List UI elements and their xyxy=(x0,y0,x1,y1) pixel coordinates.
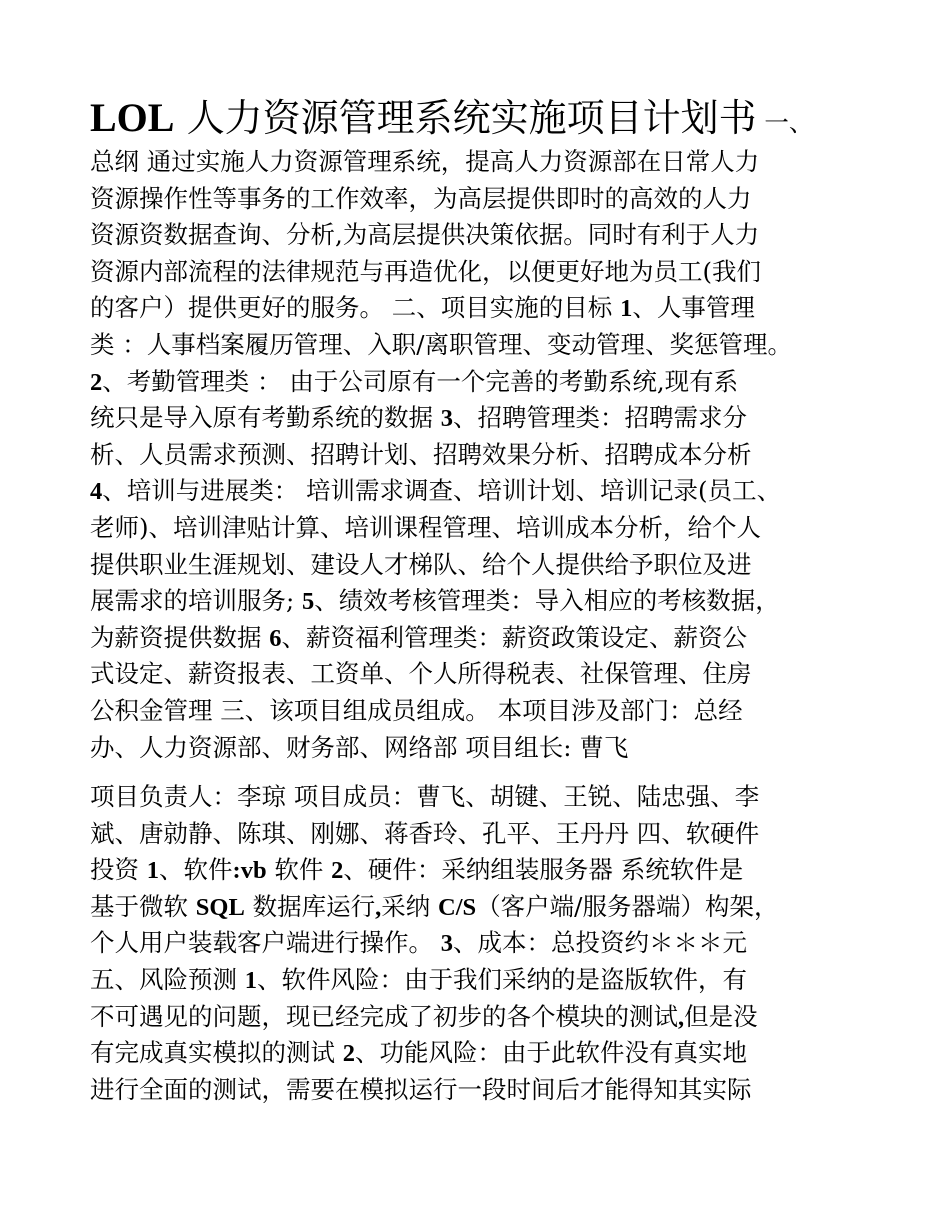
document-title xyxy=(90,96,757,140)
text-line xyxy=(90,437,880,474)
text-run-bold: 1 xyxy=(244,967,258,995)
text-run: 、人事管理 xyxy=(632,293,755,323)
text-run: 、功能风险：由于此软件没有真实地 xyxy=(355,1038,748,1068)
document-page xyxy=(90,92,880,1108)
text-line xyxy=(90,779,880,816)
text-run: 斌、唐勍静、陈琪、刚娜、蒋香玲、孔平、王丹丹 四、软硬件 xyxy=(90,818,760,848)
text-run: 、硬件：采纳组装服务器 系统软件是 xyxy=(343,855,744,885)
text-line xyxy=(90,217,880,254)
text-line xyxy=(90,999,880,1036)
text-run-bold: , xyxy=(678,1003,685,1031)
text-line xyxy=(90,1072,880,1109)
text-run: 但是没 xyxy=(684,1001,758,1031)
text-run: 公积金管理 三、该项目组成员组成。 本项目涉及部门：总经 xyxy=(90,695,743,725)
text-run: 软件 xyxy=(266,855,332,885)
text-line xyxy=(90,816,880,853)
text-run: 投资 xyxy=(90,855,147,885)
text-run: 老师)、培训津贴计算、培训课程管理、培训成本分析，给个人 xyxy=(90,512,762,542)
text-line xyxy=(90,1035,880,1072)
text-line xyxy=(90,144,880,181)
text-run: 资源资数据查询、分析,为高层提供决策依据。同时有利于人力 xyxy=(90,220,760,250)
text-run-bold: 2 xyxy=(342,1040,356,1068)
text-line xyxy=(90,852,880,889)
text-line xyxy=(90,693,880,730)
text-run: （客户端/服务器端）构架， xyxy=(476,891,779,921)
text-run: 提供职业生涯规划、建设人才梯队、给个人提供给予职位及进 xyxy=(90,549,752,579)
text-run-bold: SQL xyxy=(195,893,245,921)
text-run: 的客户）提供更好的服务。 二、项目实施的目标 xyxy=(90,293,621,323)
text-run: 、招聘管理类：招聘需求分 xyxy=(453,403,748,433)
text-line xyxy=(90,925,880,962)
paragraph-gap xyxy=(90,766,880,779)
title-latin: LOL xyxy=(90,95,175,140)
text-run-bold: 4 xyxy=(90,478,103,506)
text-line xyxy=(90,181,880,218)
text-run: 基于微软 xyxy=(90,891,196,921)
text-run: 有完成真实模拟的测试 xyxy=(90,1038,343,1068)
text-run-bold: C/S xyxy=(438,893,477,921)
paragraph-block-1 xyxy=(90,144,880,766)
text-run: 资源内部流程的法律规范与再造优化，以便更好地为员工(我们 xyxy=(90,256,762,286)
text-line xyxy=(90,400,880,437)
text-run-bold: :vb xyxy=(232,857,267,885)
text-run: 采纳 xyxy=(381,891,439,921)
text-line xyxy=(90,254,880,291)
text-run: 数据库运行 xyxy=(244,891,376,921)
text-run: 为薪资提供数据 xyxy=(90,622,270,652)
text-line xyxy=(90,583,880,620)
text-run: 项目负责人：李琼 项目成员：曹飞、胡键、王锐、陆忠强、李 xyxy=(90,782,760,812)
text-run-bold: 3 xyxy=(440,405,454,433)
text-run: 进行全面的测试，需要在模拟运行一段时间后才能得知其实际 xyxy=(90,1074,752,1104)
text-run-bold: 6 xyxy=(269,624,282,652)
text-run: 析、人员需求预测、招聘计划、招聘效果分析、招聘成本分析 xyxy=(90,439,752,469)
text-run: 总纲 通过实施人力资源管理系统，提高人力资源部在日常人力 xyxy=(90,147,760,176)
text-run-bold: 1 xyxy=(146,857,160,885)
text-run: 展需求的培训服务; xyxy=(90,586,303,616)
text-line xyxy=(90,730,880,767)
text-run-bold: 1 xyxy=(620,295,633,323)
title-tail: 一、 xyxy=(756,108,814,137)
text-line xyxy=(90,510,880,547)
text-line xyxy=(90,547,880,584)
text-line xyxy=(90,656,880,693)
text-line xyxy=(90,473,880,510)
text-run: 、成本：总投资约＊＊＊元 xyxy=(453,928,748,958)
text-line xyxy=(90,889,880,926)
text-run: 、培训与进展类： 培训需求调查、培训计划、培训记录(员工、 xyxy=(102,476,782,506)
paragraph-block-2 xyxy=(90,779,880,1108)
text-run: 、考勤管理类 ： 由于公司原有一个完善的考勤系统,现有系 xyxy=(102,366,739,396)
text-run-bold: 3 xyxy=(440,930,454,958)
title-cjk: 人力资源管理系统实施项目计划书 xyxy=(174,96,757,140)
text-run: 不可遇见的问题，现已经完成了初步的各个模块的测试 xyxy=(90,1001,678,1031)
text-run-bold: 2 xyxy=(331,857,344,885)
text-line xyxy=(90,327,880,364)
text-run: 资源操作性等事务的工作效率，为高层提供即时的高效的人力 xyxy=(90,183,752,213)
document-title-line xyxy=(90,92,880,144)
text-run-bold: 2 xyxy=(90,368,103,396)
text-run: 统只是导入原有考勤系统的数据 xyxy=(90,403,441,433)
text-line xyxy=(90,962,880,999)
text-run: 办、人力资源部、财务部、网络部 项目组长: 曹飞 xyxy=(90,732,629,762)
text-line xyxy=(90,364,880,401)
text-run: 、薪资福利管理类：薪资政策设定、薪资公 xyxy=(281,622,748,652)
text-run: 式设定、薪资报表、工资单、个人所得税表、社保管理、住房 xyxy=(90,659,752,689)
text-line xyxy=(90,290,880,327)
text-run: 类 ：人事档案履历管理、入职/离职管理、变动管理、奖惩管理。 xyxy=(90,329,793,359)
text-run: 、绩效考核管理类：导入相应的考核数据， xyxy=(314,586,780,616)
text-run: 五、风险预测 xyxy=(90,965,245,995)
text-run: 、软件风险：由于我们采纳的是盗版软件，有 xyxy=(257,965,748,995)
text-run-bold: 5 xyxy=(302,588,315,616)
text-line xyxy=(90,620,880,657)
text-run: 个人用户装载客户端进行操作。 xyxy=(90,928,441,958)
text-run-bold: , xyxy=(375,893,382,921)
text-run: 、软件 xyxy=(159,855,233,885)
